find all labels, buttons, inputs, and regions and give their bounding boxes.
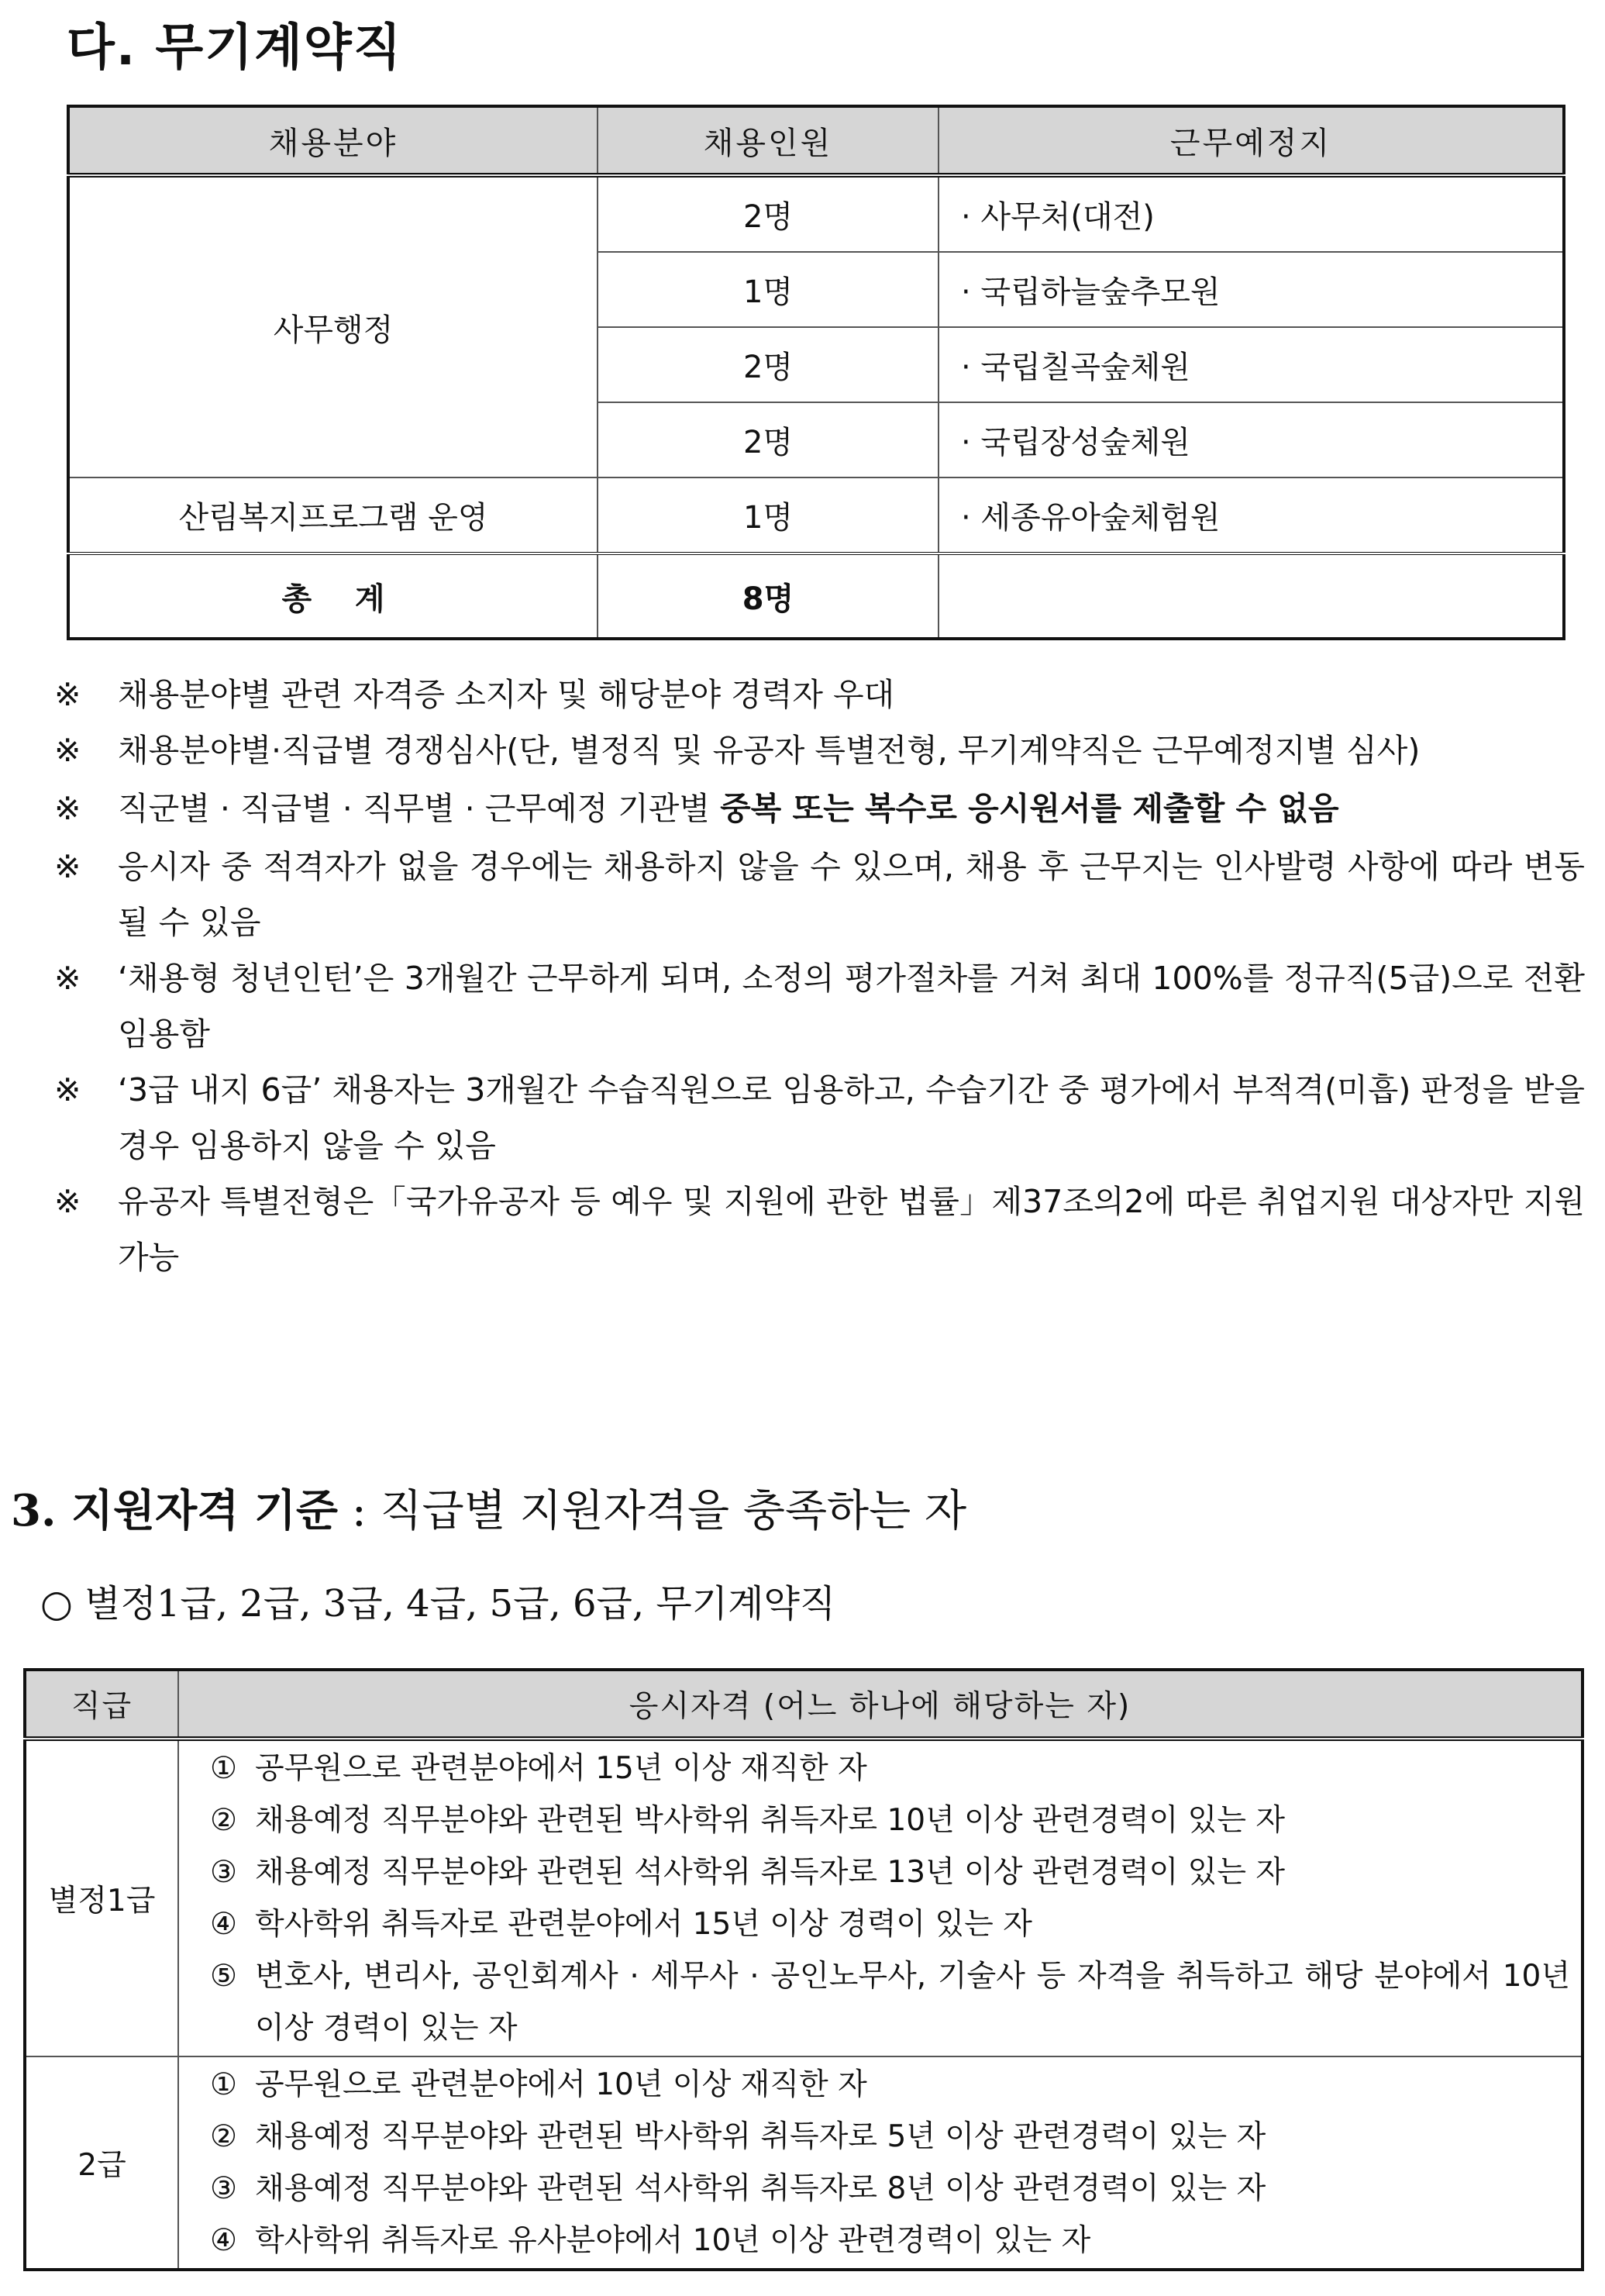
qualification-cell: [178, 2056, 1583, 2270]
location-cell: · 국립장성숲체원: [939, 402, 1564, 477]
section-title: 다. 무기계약직: [67, 19, 403, 77]
list-item: [210, 2163, 1570, 2215]
qualification-text: 공무원으로 관련분야에서 10년 이상 재직한 자: [255, 2067, 867, 2102]
note-text: 채용분야별 관련 자격증 소지자 및 해당분야 경력자 우대: [118, 676, 895, 713]
circled-number: ④: [210, 2223, 237, 2258]
circled-number: ②: [210, 1803, 237, 1838]
total-row: [68, 553, 1564, 639]
table-row: [25, 1739, 1583, 2056]
reference-mark-icon: ※: [54, 1183, 81, 1220]
list-item: [210, 1794, 1570, 1846]
note-item: [54, 1062, 1585, 1174]
note-item: [54, 778, 1585, 839]
count-cell: 2명: [598, 402, 939, 477]
list-item: [210, 2111, 1570, 2163]
qualification-text: 변호사, 변리사, 공인회계사 · 세무사 · 공인노무사, 기술사 등 자격을 취득하고 해당 분야에서 10년 이상 경력이 있는 자: [255, 1959, 1570, 2046]
count-cell: 2명: [598, 327, 939, 402]
count-cell: 1명: [598, 252, 939, 327]
list-item: [210, 1898, 1570, 1950]
reference-mark-icon: ※: [54, 1071, 81, 1108]
qualification-text: 채용예정 직무분야와 관련된 박사학위 취득자로 5년 이상 관련경력이 있는 자: [255, 2119, 1266, 2154]
section-3-subtitle: : 직급별 지원자격을 충족하는 자: [338, 1486, 967, 1536]
header-field: 채용분야: [68, 106, 598, 175]
count-cell: 2명: [598, 175, 939, 252]
circled-number: ③: [210, 2171, 237, 2206]
qualification-text: 학사학위 취득자로 관련분야에서 15년 이상 경력이 있는 자: [255, 1907, 1032, 1942]
list-item: [210, 2215, 1570, 2267]
header-count: 채용인원: [598, 106, 939, 175]
circled-number: ④: [210, 1907, 237, 1942]
count-cell: 1명: [598, 477, 939, 553]
table-header-row: [68, 106, 1564, 175]
grade-cell: 2급: [25, 2056, 178, 2270]
circled-number: ⑤: [210, 1959, 237, 1994]
list-item: [210, 1846, 1570, 1898]
circled-number: ②: [210, 2119, 237, 2154]
note-text: 응시자 중 적격자가 없을 경우에는 채용하지 않을 수 있으며, 채용 후 근무지는 인사발령 사항에 따라 변동될 수 있음: [118, 848, 1585, 941]
notes-list: [54, 667, 1585, 1285]
qualification-text: 채용예정 직무분야와 관련된 석사학위 취득자로 13년 이상 관련경력이 있는 자: [255, 1855, 1286, 1890]
location-cell: · 국립칠곡숲체원: [939, 327, 1564, 402]
note-text: 채용분야별·직급별 경쟁심사(단, 별정직 및 유공자 특별전형, 무기계약직은 근무예정지별 심사): [118, 732, 1421, 769]
note-text: 직군별 · 직급별 · 직무별 · 근무예정 기관별: [118, 790, 721, 827]
note-item: [54, 667, 1585, 722]
header-location: 근무예정지: [939, 106, 1564, 175]
location-cell: · 세종유아숲체험원: [939, 477, 1564, 553]
note-item: [54, 839, 1585, 950]
note-item: [54, 950, 1585, 1062]
circled-number: ①: [210, 1751, 237, 1786]
total-label: 총 계: [68, 553, 598, 639]
qualification-cell: [178, 1739, 1583, 2056]
qualification-table: [23, 1668, 1584, 2271]
qualification-text: 채용예정 직무분야와 관련된 석사학위 취득자로 8년 이상 관련경력이 있는 자: [255, 2171, 1266, 2206]
table-row: [25, 2056, 1583, 2270]
reference-mark-icon: ※: [54, 960, 81, 997]
reference-mark-icon: ※: [54, 790, 81, 827]
section-3-heading: [11, 1477, 966, 1539]
total-count: 8명: [598, 553, 939, 639]
grades-line: ○ 별정1급, 2급, 3급, 4급, 5급, 6급, 무기계약직: [40, 1582, 836, 1625]
total-empty-cell: [939, 553, 1564, 639]
list-item: [210, 1950, 1570, 2054]
header-grade: 직급: [25, 1670, 178, 1739]
circled-number: ①: [210, 2067, 237, 2102]
list-item: [210, 2059, 1570, 2111]
grade-cell: 별정1급: [25, 1739, 178, 2056]
recruitment-table: [67, 105, 1565, 640]
table-row: [68, 175, 1564, 252]
field-cell: 사무행정: [68, 175, 598, 477]
note-text: ‘3급 내지 6급’ 채용자는 3개월간 수습직원으로 임용하고, 수습기간 중 평가에서 부적격(미흡) 판정을 받을 경우 임용하지 않을 수 있음: [118, 1071, 1585, 1164]
qualification-text: 채용예정 직무분야와 관련된 박사학위 취득자로 10년 이상 관련경력이 있는 자: [255, 1803, 1286, 1838]
reference-mark-icon: ※: [54, 732, 81, 769]
qualification-text: 공무원으로 관련분야에서 15년 이상 재직한 자: [255, 1751, 867, 1786]
reference-mark-icon: ※: [54, 676, 81, 713]
list-item: [210, 1743, 1570, 1794]
table-header-row: [25, 1670, 1583, 1739]
location-cell: · 사무처(대전): [939, 175, 1564, 252]
location-cell: · 국립하늘숲추모원: [939, 252, 1564, 327]
table-row: [68, 477, 1564, 553]
note-text: 유공자 특별전형은「국가유공자 등 예우 및 지원에 관한 법률」제37조의2에 따른 취업지원 대상자만 지원 가능: [118, 1183, 1585, 1276]
header-qualification: 응시자격 (어느 하나에 해당하는 자): [178, 1670, 1583, 1739]
circled-number: ③: [210, 1855, 237, 1890]
field-cell: 산림복지프로그램 운영: [68, 477, 598, 553]
reference-mark-icon: ※: [54, 848, 81, 885]
note-emphasis: 중복 또는 복수로 응시원서를 제출할 수 없음: [720, 790, 1339, 827]
note-text: ‘채용형 청년인턴’은 3개월간 근무하게 되며, 소정의 평가절차를 거쳐 최대 100%를 정규직(5급)으로 전환 임용함: [118, 960, 1585, 1053]
note-item: [54, 1174, 1585, 1285]
qualification-text: 학사학위 취득자로 유사분야에서 10년 이상 관련경력이 있는 자: [255, 2223, 1091, 2258]
note-item: [54, 722, 1585, 778]
section-3-title: 3. 지원자격 기준: [11, 1485, 339, 1536]
